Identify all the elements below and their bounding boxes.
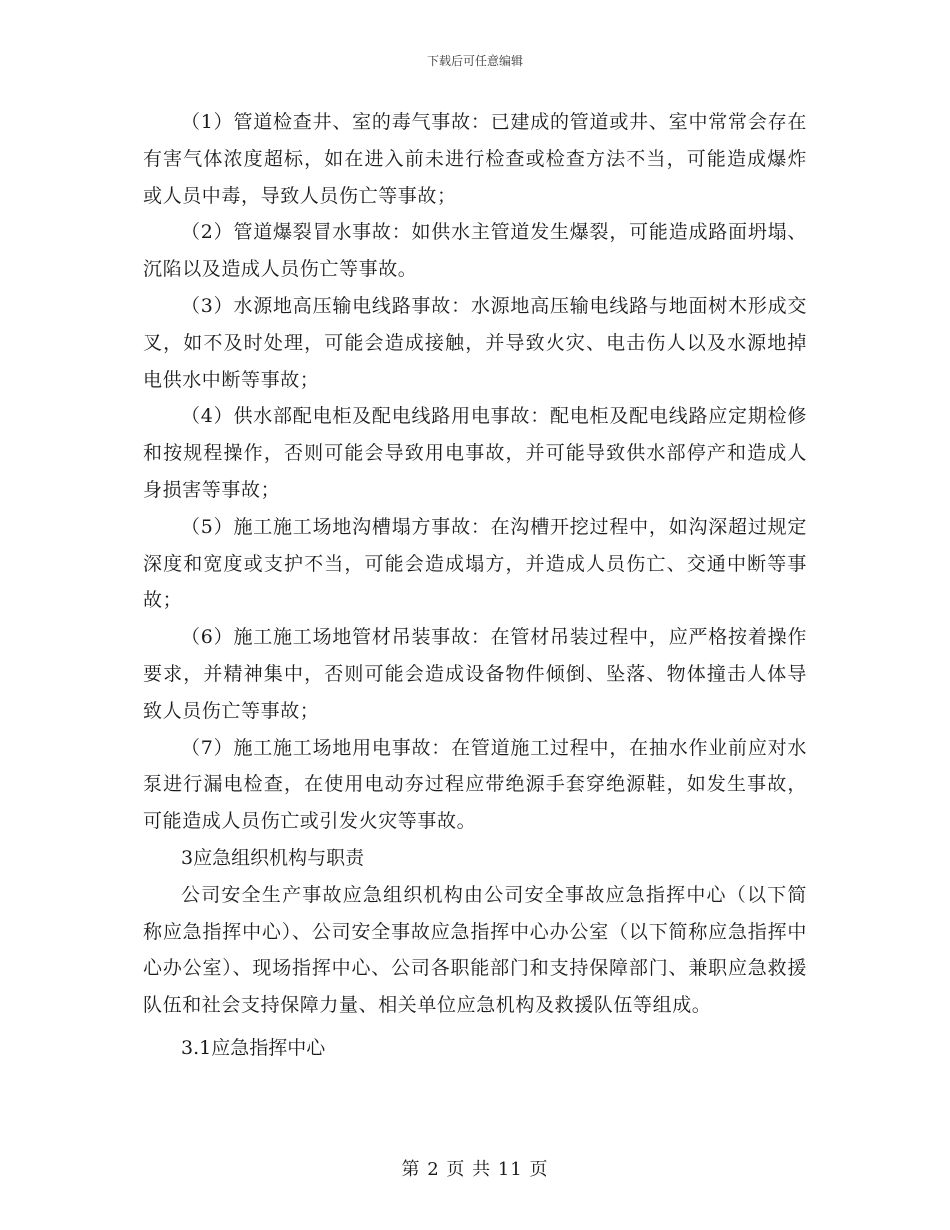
section-heading-3: 3应急组织机构与职责	[181, 846, 365, 869]
section-heading-3-1: 3.1应急指挥中心	[181, 1036, 326, 1059]
paragraph-item-2: （2）管道爆裂冒水事故：如供水主管道发生爆裂，可能造成路面坍塌、沉陷以及造成人员伤亡等事故。	[143, 221, 807, 281]
section-3-paragraph: 公司安全生产事故应急组织机构由公司安全事故应急指挥中心（以下简称应急指挥中心）、公司安全事故应急指挥中心办公室（以下简称应急指挥中心办公室）、现场指挥中心、公司各职能部门和支持保障部门、兼职应急救援队伍和社会支持保障力量、相关单位应急机构及救援队伍等组成。	[143, 883, 807, 1017]
page-header: 下载后可任意编辑	[426, 54, 523, 68]
paragraph-item-5: （5）施工施工场地沟槽塌方事故：在沟槽开挖过程中，如沟深超过规定深度和宽度或支护不当，可能会造成塌方，并造成人员伤亡、交通中断等事故；	[143, 515, 807, 612]
paragraph-item-6: （6）施工施工场地管材吊装事故：在管材吊装过程中，应严格按着操作要求，并精神集中，否则可能会造成设备物件倾倒、坠落、物体撞击人体导致人员伤亡等事故；	[143, 626, 807, 722]
page-number-footer: 第 2 页 共 11 页	[401, 1159, 549, 1180]
paragraph-item-4: （4）供水部配电柜及配电线路用电事故：配电柜及配电线路应定期检修和按规程操作，否则可能会导致用电事故，并可能导致供水部停产和造成人身损害等事故；	[143, 405, 807, 501]
paragraph-item-7: （7）施工施工场地用电事故：在管道施工过程中，在抽水作业前应对水泵进行漏电检查，在使用电动夯过程应带绝源手套穿绝源鞋，如发生事故，可能造成人员伤亡或引发火灾等事故。	[143, 736, 807, 833]
paragraph-item-3: （3）水源地高压输电线路事故：水源地高压输电线路与地面树木形成交叉，如不及时处理，可能会造成接触，并导致火灾、电击伤人以及水源地掉电供水中断等事故；	[143, 294, 807, 391]
document-body	[143, 104, 807, 1067]
paragraph-item-1: （1）管道检查井、室的毒气事故：已建成的管道或井、室中常常会存在有害气体浓度超标，如在进入前未进行检查或检查方法不当，可能造成爆炸或人员中毒，导致人员伤亡等事故；	[143, 111, 807, 207]
